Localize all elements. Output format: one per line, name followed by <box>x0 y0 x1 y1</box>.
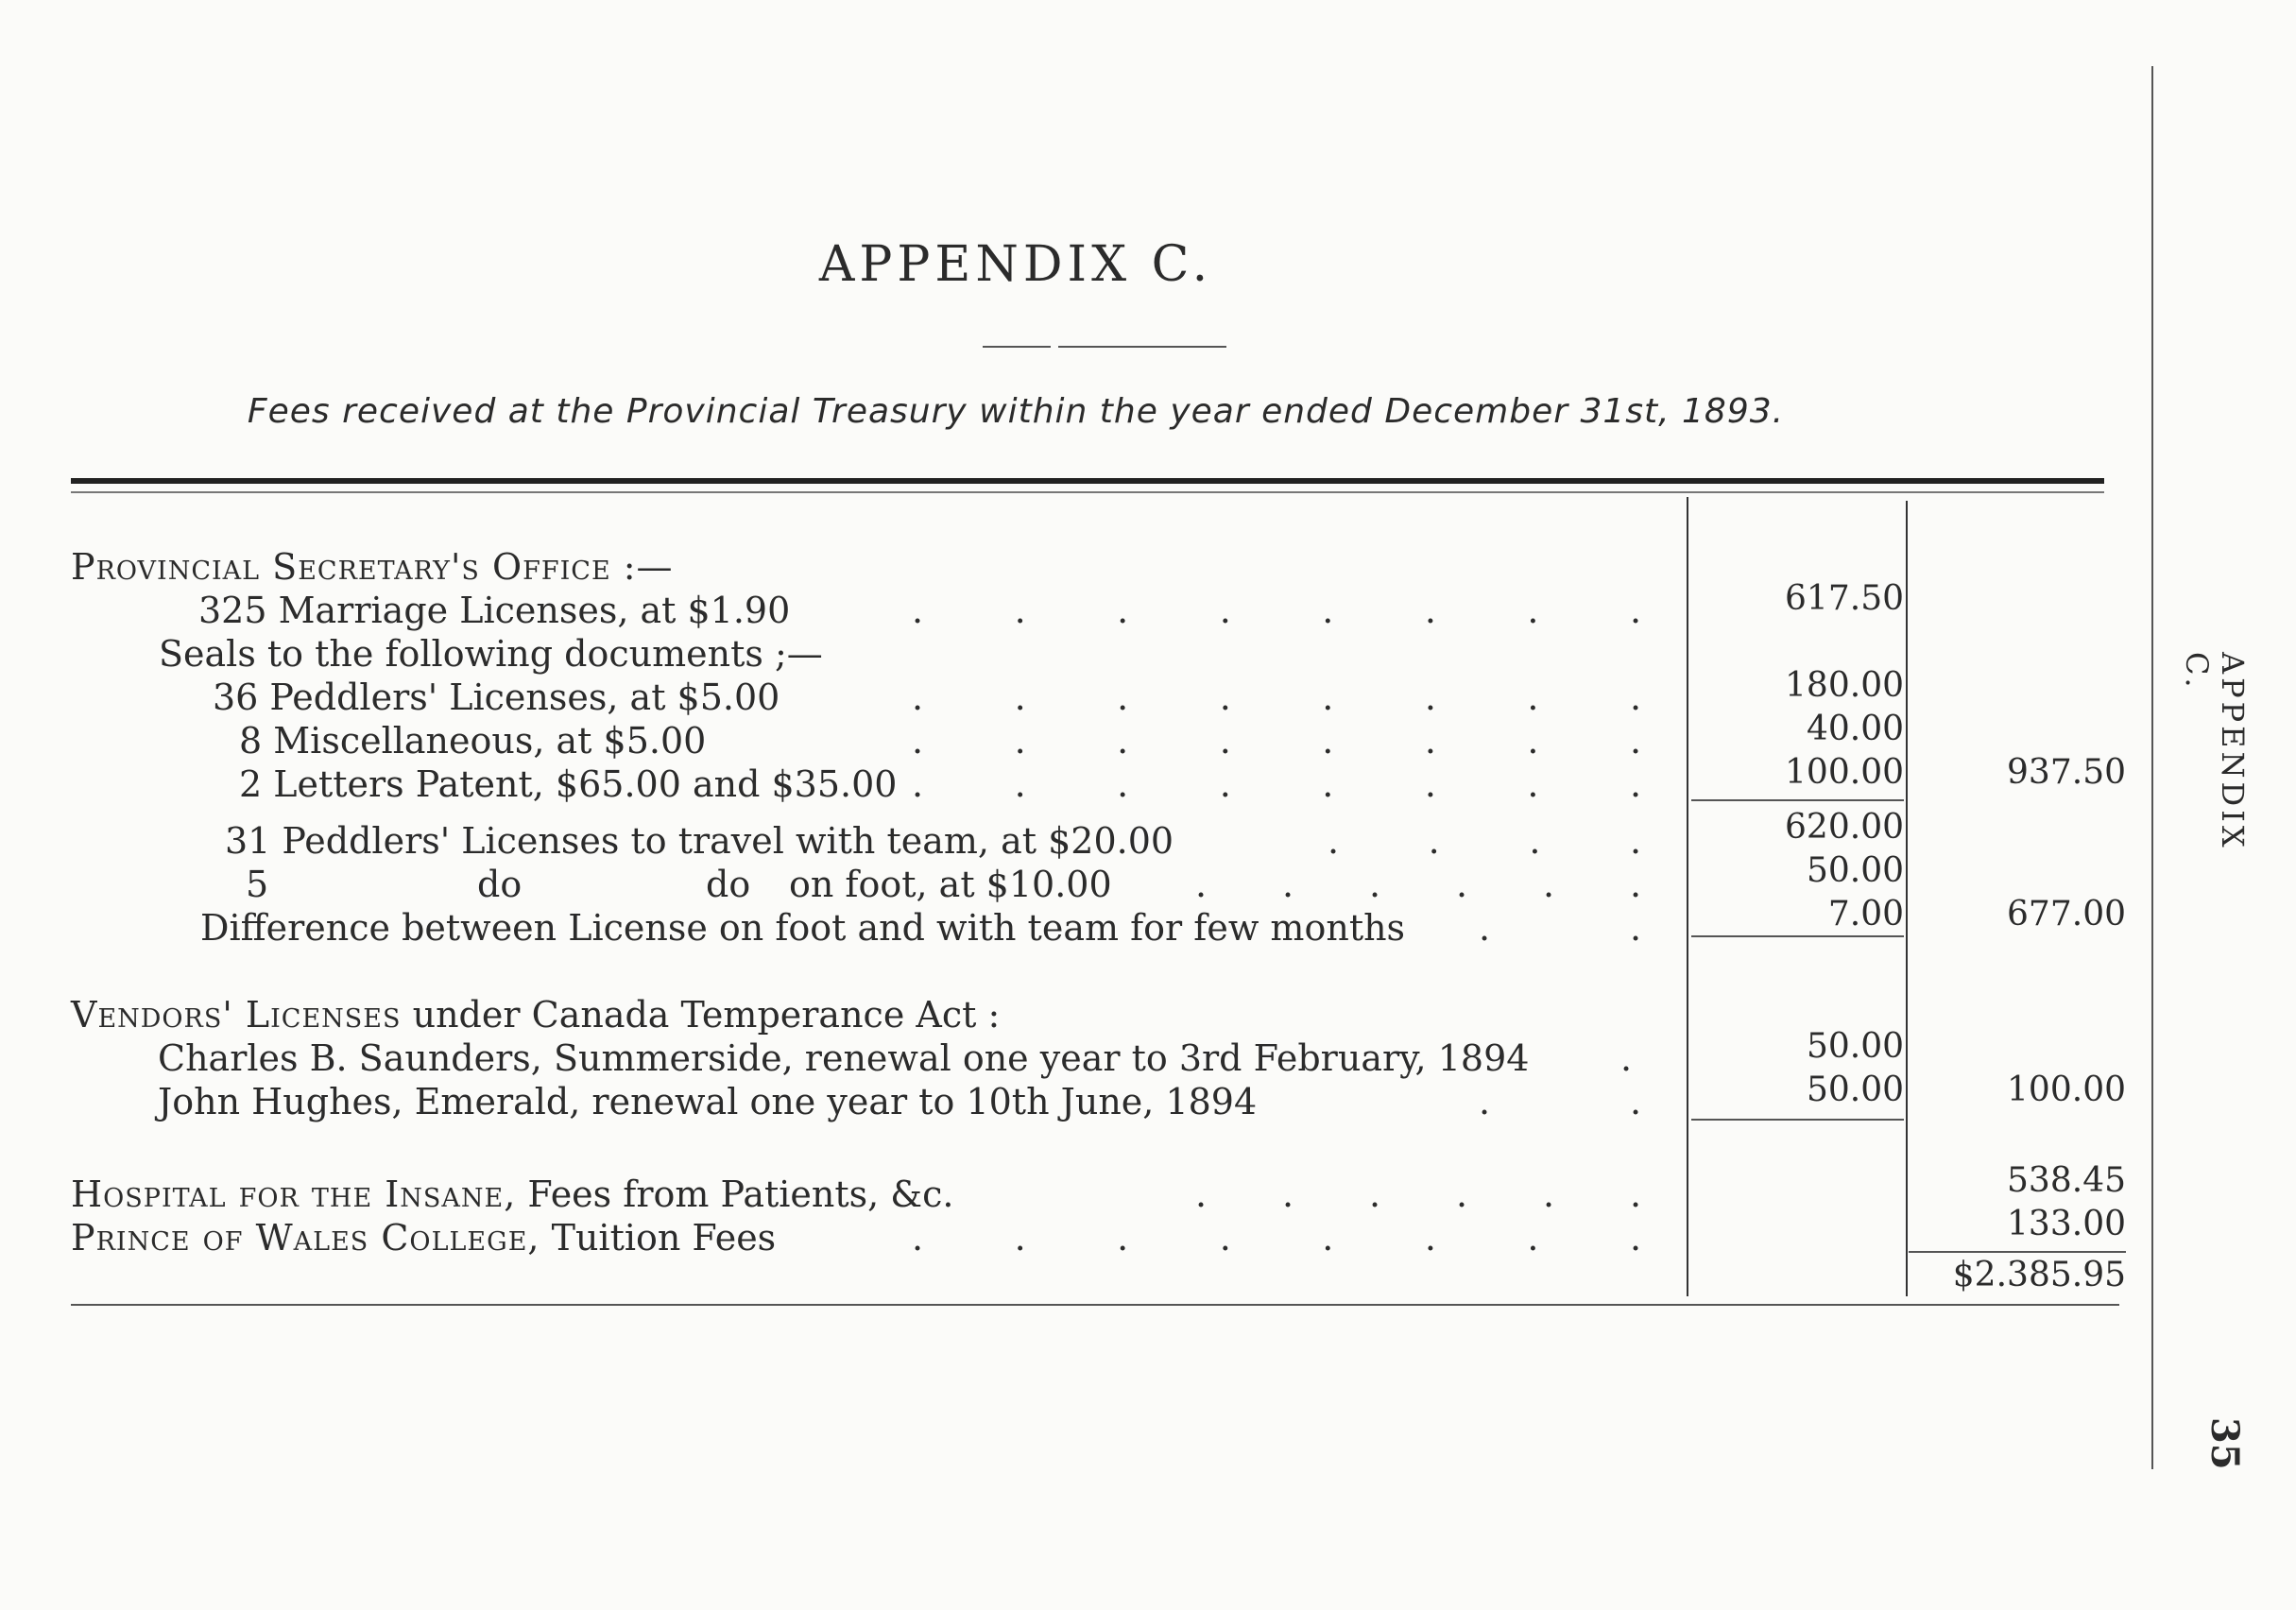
line-item-label: 31 Peddlers' Licenses to travel with team, at $20.00 <box>225 820 1174 862</box>
table-bottom-rule <box>71 1304 2119 1306</box>
subtotal-peddlers-team: 677.00 <box>2007 895 2126 933</box>
amount-college: 133.00 <box>2007 1205 2126 1243</box>
line-item-label: Fees from Patients, &c. <box>527 1173 954 1215</box>
line-item-label: on foot, at $10.00 <box>789 864 1112 905</box>
subtotal-rule <box>1691 935 1904 937</box>
section-heading-text: Provincial Secretary's Office :— <box>71 546 674 588</box>
leader-dots: . . . . . . . . <box>912 677 1642 718</box>
subtotal-seals: 937.50 <box>2007 753 2126 792</box>
line-item-foot <box>71 862 1642 907</box>
ditto-mark: do <box>477 864 523 905</box>
amount-foot: 50.00 <box>1806 851 1904 890</box>
line-item-number: 5 <box>246 864 269 905</box>
line-item-label: 36 Peddlers' Licenses, at $5.00 <box>213 677 780 718</box>
leader-dots: . <box>1620 1037 1633 1079</box>
subtotal-rule <box>1691 799 1904 801</box>
amount-misc: 40.00 <box>1806 710 1904 748</box>
line-item-difference <box>71 905 1642 951</box>
leader-dots: . . . . . . . . <box>912 590 1642 631</box>
seals-heading-text: Seals to the following documents ;— <box>159 633 823 675</box>
amount-team: 620.00 <box>1785 808 1904 847</box>
line-item-hospital <box>71 1172 1642 1217</box>
seals-heading <box>71 631 1639 677</box>
amount-difference: 7.00 <box>1827 895 1904 933</box>
page-title: APPENDIX C. <box>818 236 1213 293</box>
page-subtitle: Fees received at the Provincial Treasury within the year ended December 31st, 1893. <box>247 392 1785 431</box>
grand-total: $2.385.95 <box>1952 1256 2126 1294</box>
subtotal-rule <box>1691 1119 1904 1121</box>
leader-dots: . . <box>1479 907 1642 949</box>
table-top-rule-thin <box>71 491 2104 493</box>
title-divider <box>1058 346 1226 348</box>
leader-dots: . . . . . . . . <box>912 1217 1642 1259</box>
line-item-saunders <box>71 1036 1639 1081</box>
amount-hughes: 50.00 <box>1806 1070 1904 1109</box>
section-heading-vendors <box>71 992 1639 1037</box>
subtotal-vendors: 100.00 <box>2007 1070 2126 1109</box>
line-item-marriage <box>71 588 1642 633</box>
line-item-label: Difference between License on foot and with team for few months <box>200 907 1406 949</box>
amount-hospital: 538.45 <box>2007 1161 2126 1200</box>
line-item-college <box>71 1215 1642 1260</box>
line-item-label: Tuition Fees <box>551 1217 777 1259</box>
leader-dots: . . . . . . . . <box>912 720 1642 762</box>
title-divider <box>983 346 1051 348</box>
leader-dots: . . . . . . <box>1195 1173 1642 1215</box>
line-item-patent <box>71 762 1642 807</box>
line-item-label: 325 Marriage Licenses, at $1.90 <box>198 590 791 631</box>
line-item-label-sc: Prince of Wales College, <box>71 1217 540 1259</box>
page-number: 35 <box>2202 1417 2247 1470</box>
column-divider-right <box>1906 501 1908 1296</box>
line-item-peddlers <box>71 675 1642 720</box>
section-heading-rest: under Canada Temperance Act : <box>412 994 1001 1036</box>
line-item-label: Charles B. Saunders, Summerside, renewal one year to 3rd February, 1894 <box>158 1037 1530 1079</box>
leader-dots: . . . . <box>1328 820 1642 862</box>
amount-peddlers: 180.00 <box>1785 666 1904 705</box>
leader-dots: . . <box>1479 1081 1642 1122</box>
column-divider-left <box>1687 497 1688 1296</box>
line-item-hughes <box>71 1079 1642 1124</box>
ditto-mark: do <box>706 864 751 905</box>
line-item-misc <box>71 718 1642 763</box>
running-head: APPENDIX C. <box>2179 652 2251 851</box>
amount-saunders: 50.00 <box>1806 1027 1904 1066</box>
amount-patent: 100.00 <box>1785 753 1904 792</box>
line-item-label: 2 Letters Patent, $65.00 and $35.00 <box>239 763 898 805</box>
line-item-label: 8 Miscellaneous, at $5.00 <box>239 720 707 762</box>
leader-dots: . . . . . . . . <box>912 763 1642 805</box>
leader-dots: . . . . . . <box>1195 864 1642 905</box>
amount-marriage: 617.50 <box>1785 579 1904 618</box>
line-item-label-sc: Hospital for the Insane, <box>71 1173 517 1215</box>
page-margin-rule <box>2151 66 2153 1469</box>
section-heading-text: Vendors' Licenses <box>71 994 402 1036</box>
table-top-rule <box>71 478 2104 484</box>
line-item-team <box>71 818 1642 864</box>
line-item-label: John Hughes, Emerald, renewal one year to 10th June, 1894 <box>158 1081 1258 1122</box>
section-heading-provincial <box>71 544 1639 590</box>
